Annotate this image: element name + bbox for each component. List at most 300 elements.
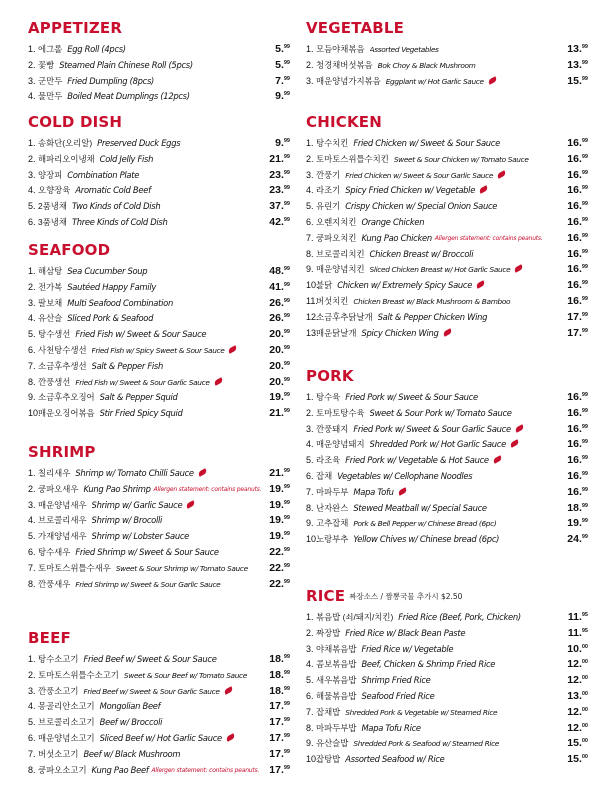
item-number: 2. (306, 627, 314, 638)
menu-item (28, 404, 290, 420)
menu-item (306, 451, 588, 467)
menu-item (306, 671, 588, 687)
item-english-name: Fried Chicken w/ Sweet & Sour Sauce (353, 138, 500, 148)
item-number: 8. (28, 764, 36, 775)
item-number: 6. (28, 216, 36, 227)
item-english-name: Combination Plate (67, 169, 140, 180)
item-korean-name: 칠리새우 (38, 468, 71, 478)
item-korean-name: 쿵파오새우 (38, 483, 79, 494)
item-english-name: Assorted Seafood w/ Rice (345, 754, 445, 765)
item-number: 3. (28, 499, 36, 510)
item-korean-name: 매운오징어볶음 (38, 408, 95, 419)
item-korean-name: 토마토탕수육 (316, 407, 365, 418)
item-number: 6. (306, 216, 314, 227)
item-price: 15.00 (567, 753, 588, 766)
item-price: 16.99 (567, 422, 588, 435)
item-price: 19.99 (269, 514, 290, 527)
chili-pepper-icon (475, 280, 485, 289)
item-price: 17.99 (269, 700, 290, 713)
item-price: 13.99 (567, 43, 588, 55)
item-price: 17.99 (269, 716, 290, 729)
item-english-name: Fried Fish w/ Sweet & Sour Sauce (75, 329, 207, 340)
item-price: 20.99 (269, 359, 290, 372)
item-korean-name: 노랑부추 (316, 534, 349, 545)
item-english-name: Mongolian Beef (99, 701, 161, 712)
item-english-name: Sliced Pork & Seafood (67, 313, 154, 324)
item-number: 1. (28, 266, 36, 276)
item-number: 5. (28, 717, 36, 728)
menu-item (306, 308, 588, 324)
menu-item (306, 514, 588, 530)
item-korean-name: 탕수육 (316, 392, 341, 402)
item-price: 22.99 (269, 561, 290, 574)
item-number: 11. (306, 295, 318, 306)
menu-item (306, 181, 588, 197)
menu-item (306, 719, 588, 735)
item-number: 9. (306, 738, 314, 749)
allergen-note: Allergen statement: contains peanuts. (153, 485, 262, 493)
item-price: 16.99 (567, 294, 588, 307)
item-number: 2. (306, 153, 314, 164)
item-price: 20.99 (269, 343, 290, 356)
item-price: 37.99 (269, 200, 290, 213)
item-price: 16.99 (567, 184, 588, 197)
item-number: 4. (28, 185, 36, 196)
item-korean-name: 라조기 (316, 185, 341, 196)
item-number: 6. (306, 690, 314, 701)
item-number: 9. (28, 392, 36, 403)
item-korean-name: 군만두 (38, 75, 63, 86)
menu-item (306, 276, 588, 292)
item-korean-name: 브로콜리새우 (38, 515, 87, 526)
item-number: 1. (306, 138, 314, 148)
item-english-name: Assorted Vegetables (369, 45, 439, 54)
item-price: 22.99 (269, 577, 290, 590)
chili-pepper-icon (509, 440, 519, 449)
item-number: 6. (28, 732, 36, 743)
item-korean-name: 탕수치킨 (316, 138, 349, 148)
item-number: 7. (306, 706, 314, 717)
item-korean-name: 3품냉채 (38, 216, 67, 227)
menu-item (28, 761, 290, 777)
menu-item (306, 435, 588, 451)
allergen-note: Allergen statement: contains peanuts. (434, 234, 543, 242)
menu-item (28, 262, 290, 278)
item-korean-name: 버섯치킨 (316, 295, 349, 306)
menu-item (28, 697, 290, 713)
item-price: 15.99 (567, 74, 588, 87)
menu-item (306, 197, 588, 213)
item-number: 1. (28, 138, 36, 148)
item-price: 11.95 (567, 626, 588, 639)
item-english-name: Shredded Pork & Vegetable w/ Steamed Rice (345, 707, 498, 717)
item-korean-name: 청경채버섯볶음 (316, 59, 373, 70)
cold-dish-section (28, 112, 290, 229)
menu-item (306, 388, 588, 404)
item-korean-name: 깐풍소고기 (38, 685, 79, 696)
item-price: 23.99 (269, 168, 290, 181)
item-number: 4. (28, 701, 36, 712)
item-price: 16.99 (567, 485, 588, 498)
item-price: 7.99 (275, 74, 290, 87)
item-english-name: Chicken Breast w/ Black Mushroom & Bamboo (353, 296, 511, 306)
item-number: 4. (28, 91, 36, 102)
item-korean-name: 매운양념소고기 (38, 732, 95, 743)
item-number: 2. (306, 407, 314, 418)
item-number: 9. (306, 264, 314, 275)
item-price: 5.99 (275, 58, 290, 71)
item-korean-name: 야채볶음밥 (316, 643, 357, 654)
chili-pepper-icon (478, 186, 488, 195)
item-korean-name: 잡채밥 (316, 706, 341, 717)
item-english-name: Fried Dumpling (8pcs) (67, 75, 155, 86)
item-korean-name: 브로콜리소고기 (38, 717, 95, 728)
menu-item (28, 480, 290, 496)
item-price: 19.99 (269, 482, 290, 495)
item-number: 12. (306, 311, 319, 322)
item-number: 2. (306, 59, 314, 70)
item-number: 6. (306, 470, 314, 481)
item-price: 16.99 (567, 391, 588, 403)
item-price: 13.99 (567, 58, 588, 71)
item-english-name: Sautéed Happy Family (67, 281, 157, 292)
chili-pepper-icon (186, 500, 196, 509)
item-price: 19.99 (567, 517, 588, 530)
item-korean-name: 팔보채 (38, 297, 63, 308)
item-english-name: Sweet & Sour Pork w/ Tomato Sauce (369, 407, 512, 418)
item-english-name: Spicy Chicken Wing (361, 326, 563, 342)
item-number: 4. (28, 313, 36, 324)
item-price: 24.99 (567, 533, 588, 546)
item-price: 16.99 (567, 168, 588, 181)
item-number: 2. (28, 483, 36, 494)
item-number: 3. (306, 423, 314, 434)
item-english-name: Crispy Chicken w/ Special Onion Sauce (345, 201, 498, 212)
menu-item (28, 294, 290, 310)
item-price: 17.99 (269, 731, 290, 744)
item-price: 22.99 (269, 545, 290, 558)
item-english-name: Salt & Pepper Chicken Wing (377, 311, 488, 322)
item-number: 7. (306, 486, 314, 497)
item-price: 21.99 (269, 467, 290, 479)
menu-item (306, 324, 588, 340)
item-price: 41.99 (269, 280, 290, 293)
item-korean-name: 몽골리안소고기 (38, 701, 95, 712)
menu-item (28, 134, 290, 150)
menu-item (28, 650, 290, 666)
item-price: 18.99 (567, 501, 588, 514)
menu-item (28, 150, 290, 166)
menu-item (306, 608, 588, 624)
chili-pepper-icon (225, 733, 235, 742)
menu-item (28, 325, 290, 341)
vegetable-section (306, 18, 588, 87)
item-english-name: Egg Roll (4pcs) (67, 44, 126, 54)
item-price: 5.99 (275, 43, 290, 55)
item-korean-name: 볶음밥 (쇠/돼지/치킨) (316, 612, 394, 622)
menu-item (28, 357, 290, 373)
item-korean-name: 유산슬 (38, 313, 63, 324)
menu-item (28, 543, 290, 559)
item-english-name: Orange Chicken (361, 216, 425, 227)
menu-item (306, 150, 588, 166)
item-number: 10. (28, 408, 41, 419)
item-price: 12.00 (567, 705, 588, 718)
item-korean-name: 불닭 (316, 280, 333, 291)
item-number: 3. (28, 685, 36, 696)
item-english-name: Fried Pork w/ Sweet & Sour Garlic Sauce (353, 422, 563, 438)
item-english-name: Sea Cucumber Soup (67, 266, 148, 276)
item-number: 8. (306, 502, 314, 513)
item-price: 16.99 (567, 469, 588, 482)
beef-section (28, 628, 290, 776)
item-price: 16.99 (567, 215, 588, 228)
chili-pepper-icon (228, 345, 238, 354)
item-korean-name: 유산슬밥 (316, 738, 349, 749)
item-korean-name: 콤보볶음밥 (316, 659, 357, 670)
chili-pepper-icon (514, 424, 524, 433)
item-number: 1. (28, 468, 36, 478)
item-korean-name: 소금후추오징어 (38, 392, 95, 403)
item-korean-name: 버섯소고기 (38, 748, 79, 759)
allergen-note: Allergen statement: contains peanuts. (151, 766, 260, 774)
item-price: 19.99 (269, 391, 290, 404)
item-english-name: Sweet & Sour Beef w/ Tomato Sauce (123, 670, 247, 680)
item-english-name: Vegetables w/ Cellophane Noodles (337, 470, 473, 481)
item-number: 7. (28, 748, 36, 759)
item-english-name: Sweet & Sour Shrimp w/ Tomato Sauce (115, 563, 248, 573)
item-korean-name: 깐풍기 (316, 169, 341, 180)
section-title: COLD DISH (28, 113, 123, 131)
item-number: 8. (28, 578, 36, 589)
menu-item (306, 750, 588, 766)
item-number: 13. (306, 327, 319, 338)
menu-item (28, 87, 290, 103)
item-number: 1. (28, 654, 36, 664)
item-korean-name: 2품냉채 (38, 201, 67, 212)
item-korean-name: 깐풍생선 (38, 376, 71, 387)
menu-item (306, 420, 588, 436)
item-english-name: Preserved Duck Eggs (97, 138, 181, 148)
item-price: 9.99 (275, 137, 290, 149)
item-korean-name: 마파두부밥 (316, 722, 357, 733)
item-english-name: Multi Seafood Combination (67, 297, 173, 308)
item-english-name: Fried Pork w/ Vegetable & Hot Sauce (345, 453, 563, 469)
item-english-name: Sweet & Sour Chicken w/ Tomato Sauce (393, 154, 529, 164)
item-number: 10. (306, 534, 319, 545)
item-english-name: Fried Fish w/ Spicy Sweet & Sour Sauce (92, 343, 266, 359)
section-title: SEAFOOD (28, 241, 111, 259)
chili-pepper-icon (223, 686, 233, 695)
menu-item (306, 229, 588, 245)
item-english-name: Shrimp w/ Tomato Chilli Sauce (75, 466, 265, 482)
item-number: 5. (28, 329, 36, 340)
menu-item (28, 181, 290, 197)
item-english-name: Fried Beef w/ Sweet & Sour Garlic Sauce (83, 684, 265, 700)
item-number: 4. (306, 439, 314, 450)
item-english-name: Two Kinds of Cold Dish (71, 201, 161, 212)
chili-pepper-icon (487, 76, 497, 85)
item-english-name: Shrimp w/ Lobster Sauce (91, 531, 190, 542)
item-price: 21.99 (269, 407, 290, 420)
item-korean-name: 라조육 (316, 455, 341, 466)
item-price: 16.99 (567, 247, 588, 260)
menu-item (306, 624, 588, 640)
menu-item (28, 388, 290, 404)
menu-item (28, 373, 290, 389)
item-korean-name: 탕수새우 (38, 546, 71, 557)
item-korean-name: 해삼탕 (38, 266, 63, 276)
rice-surcharge-note: 짜장소스 / 짬뽕국물 추가시 $2.50 (349, 592, 463, 601)
item-korean-name: 난자완스 (316, 502, 349, 513)
item-english-name: Stewed Meatball w/ Special Sauce (353, 502, 487, 513)
item-number: 6. (28, 344, 36, 355)
menu-item (28, 197, 290, 213)
item-price: 13.00 (567, 689, 588, 702)
item-korean-name: 매운닭날개 (316, 327, 357, 338)
menu-item (306, 687, 588, 703)
item-korean-name: 짜장밥 (316, 627, 341, 638)
menu-item (306, 56, 588, 72)
item-number: 5. (306, 455, 314, 466)
item-korean-name: 양장피 (38, 169, 63, 180)
item-price: 19.99 (269, 530, 290, 543)
item-korean-name: 쿵파오치킨 (316, 232, 357, 243)
item-price: 18.99 (269, 653, 290, 665)
item-english-name: Mapa Tofu (353, 485, 563, 501)
item-korean-name: 잡탕밥 (316, 754, 341, 765)
item-english-name: Spicy Fried Chicken w/ Vegetable (345, 183, 563, 199)
item-english-name: Fried Rice (Beef, Pork, Chicken) (398, 612, 521, 622)
item-number: 8. (28, 376, 36, 387)
item-number: 1. (306, 392, 314, 402)
menu-item (306, 655, 588, 671)
chili-pepper-icon (397, 487, 407, 496)
item-price: 21.99 (269, 152, 290, 165)
item-korean-name: 매운양념새우 (38, 499, 87, 510)
item-number: 3. (28, 75, 36, 86)
item-korean-name: 고추잡채 (316, 518, 349, 529)
chili-pepper-icon (213, 377, 223, 386)
item-number: 7. (306, 232, 314, 243)
item-english-name: Salt & Pepper Squid (99, 392, 178, 403)
item-korean-name: 에그롤 (38, 44, 63, 54)
item-number: 2. (28, 281, 36, 292)
appetizer-section (28, 18, 290, 103)
item-price: 26.99 (269, 296, 290, 309)
item-korean-name: 마파두부 (316, 486, 349, 497)
item-number: 2. (28, 669, 36, 680)
chili-pepper-icon (496, 170, 506, 179)
item-english-name: Kung Pao Shrimp Allergen statement: contains peanuts. (83, 483, 262, 494)
item-english-name: Sliced Chicken Breast w/ Hot Garlic Sauce (370, 262, 564, 278)
item-english-name: Kung Pao Beef Allergen statement: contains peanuts. (91, 764, 260, 775)
item-price: 16.99 (567, 454, 588, 467)
item-price: 16.99 (567, 200, 588, 213)
item-price: 16.99 (567, 152, 588, 165)
item-number: 1. (28, 44, 36, 54)
menu-item (306, 260, 588, 276)
item-english-name: Cold Jelly Fish (99, 153, 154, 164)
rice-section (306, 586, 588, 766)
item-price: 20.99 (269, 328, 290, 341)
item-korean-name: 매운양념치킨 (316, 264, 365, 275)
menu-item (306, 483, 588, 499)
menu-item (28, 496, 290, 512)
item-price: 10.00 (567, 642, 588, 655)
item-korean-name: 송화단(오리알) (38, 138, 93, 148)
item-korean-name: 매운양념돼지 (316, 439, 365, 450)
chili-pepper-icon (492, 455, 502, 464)
item-price: 17.99 (567, 310, 588, 323)
item-english-name: Beef w/ Black Mushroom (83, 748, 181, 759)
menu-item (306, 213, 588, 229)
item-price: 16.99 (567, 406, 588, 419)
item-price: 48.99 (269, 265, 290, 277)
item-number: 1. (306, 612, 314, 622)
item-number: 10. (306, 280, 319, 291)
item-number: 3. (28, 169, 36, 180)
item-english-name: Chicken Breast w/ Broccoli (369, 248, 474, 259)
section-title: BEEF (28, 629, 71, 647)
item-korean-name: 잡채 (316, 470, 333, 481)
item-price: 16.99 (567, 263, 588, 276)
item-number: 3. (306, 643, 314, 654)
item-number: 10. (306, 754, 319, 765)
menu-item (28, 527, 290, 543)
menu-item (28, 213, 290, 229)
item-korean-name: 소금후추생선 (38, 360, 87, 371)
menu-item (28, 511, 290, 527)
item-number: 5. (28, 531, 36, 542)
item-english-name: Shrimp w/ Garlic Sauce (92, 498, 266, 514)
menu-item (306, 166, 588, 182)
item-price: 16.99 (567, 438, 588, 451)
item-price: 19.99 (269, 498, 290, 511)
item-english-name: Sliced Beef w/ Hot Garlic Sauce (100, 731, 266, 747)
item-price: 12.00 (567, 721, 588, 734)
item-english-name: Fried Rice w/ Vegetable (361, 643, 454, 654)
item-number: 2. (28, 153, 36, 164)
item-number: 7. (28, 562, 36, 573)
menu-item (306, 734, 588, 750)
item-price: 18.99 (269, 684, 290, 697)
menu-item (306, 292, 588, 308)
menu-item (28, 72, 290, 88)
menu-item (28, 40, 290, 56)
item-english-name: Fried Shrimp w/ Sweet & Sour Garlic Sauce (75, 579, 221, 589)
menu-item (28, 745, 290, 761)
item-english-name: Seafood Fried Rice (361, 690, 435, 701)
chili-pepper-icon (442, 328, 452, 337)
menu-item (306, 72, 588, 88)
item-price: 15.00 (567, 737, 588, 750)
menu-item (306, 467, 588, 483)
menu-item (28, 666, 290, 682)
menu-item (28, 559, 290, 575)
item-korean-name: 꽃빵 (38, 59, 55, 70)
item-english-name: Chicken w/ Extremely Spicy Sauce (337, 278, 563, 294)
item-number: 3. (28, 297, 36, 308)
item-english-name: Three Kinds of Cold Dish (71, 216, 168, 227)
item-english-name: Salt & Pepper Fish (91, 360, 163, 371)
item-price: 18.99 (269, 668, 290, 681)
item-english-name: Bok Choy & Black Mushroom (377, 60, 476, 70)
item-english-name: Fried Pork w/ Sweet & Sour Sauce (345, 392, 478, 402)
item-english-name: Mapa Tofu Rice (361, 722, 421, 733)
menu-item (28, 56, 290, 72)
item-price: 23.99 (269, 184, 290, 197)
